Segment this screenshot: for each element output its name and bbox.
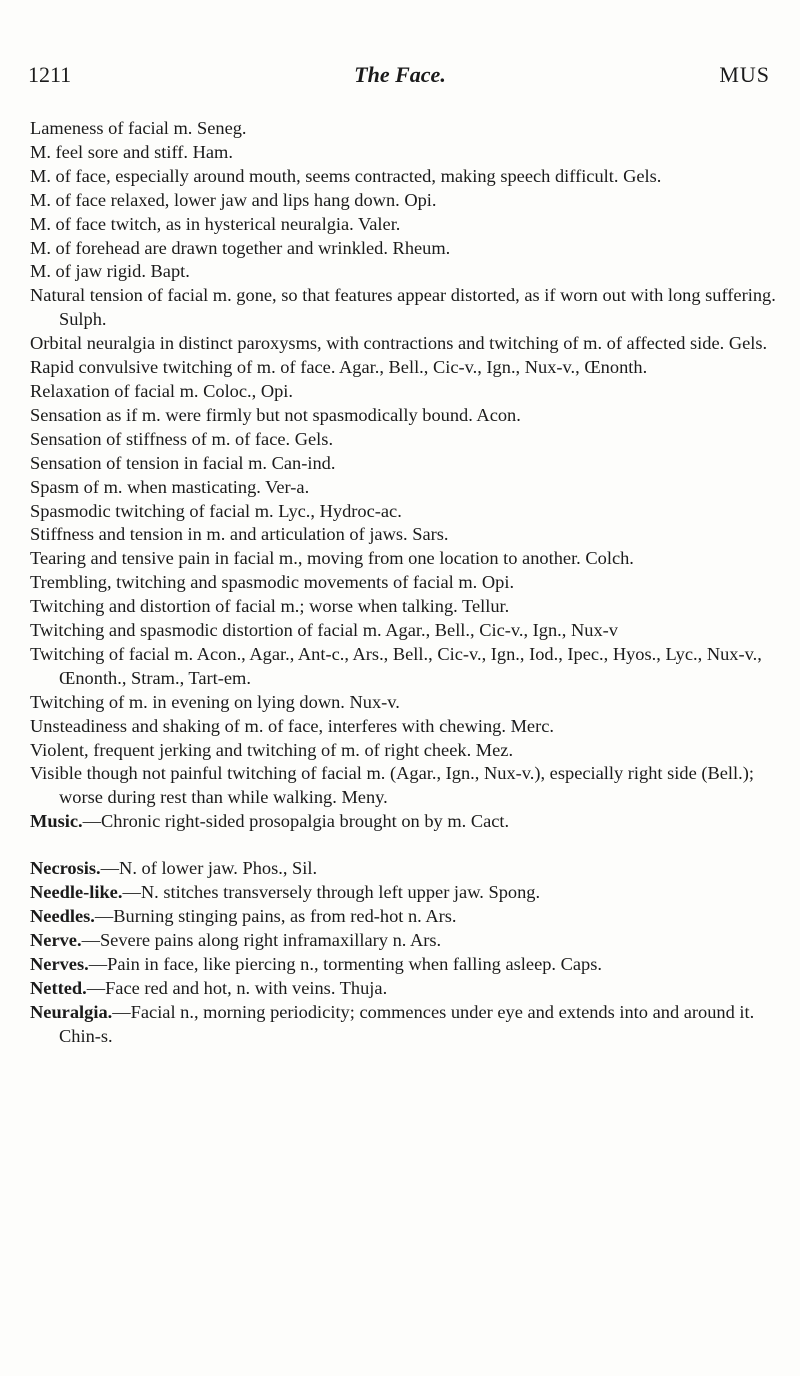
rubric-entry xyxy=(30,1001,792,1049)
running-header xyxy=(0,62,800,92)
rubric-text: —Chronic right-sided prosopalgia brought on by m. Cact. xyxy=(82,811,510,832)
running-title: The Face. xyxy=(354,62,446,87)
rubric-text: Twitching and spasmodic distortion of facial m. Agar., Bell., Cic-v., Ign., Nux-v xyxy=(30,620,618,641)
rubric-text: —Severe pains along right inframaxillary n. Ars. xyxy=(81,929,442,950)
rubric-text: M. of forehead are drawn together and wrinkled. Rheum. xyxy=(30,237,451,258)
rubric-text: Stiffness and tension in m. and articulation of jaws. Sars. xyxy=(30,524,449,545)
rubric-text: Sensation of tension in facial m. Can-ind. xyxy=(30,452,336,473)
rubric-text: —Pain in face, like piercing n., tormenting when falling asleep. Caps. xyxy=(88,953,603,974)
rubric-entry xyxy=(30,260,792,284)
rubric-entry xyxy=(30,977,792,1001)
rubric-text: Trembling, twitching and spasmodic movements of facial m. Opi. xyxy=(30,572,515,593)
rubric-entry xyxy=(30,476,792,500)
rubric-entry xyxy=(30,213,792,237)
rubric-entry xyxy=(30,523,792,547)
rubric-heading: Needles. xyxy=(30,906,95,926)
rubric-text: Orbital neuralgia in distinct paroxysms, with contractions and twitching of m. of affected side. Gels. xyxy=(30,333,768,354)
entry-list xyxy=(30,117,792,1048)
rubric-entry xyxy=(30,332,792,356)
rubric-entry xyxy=(30,810,792,834)
rubric-text: —Facial n., morning periodicity; commences under eye and extends into and around it. Chin-s. xyxy=(59,1001,755,1046)
rubric-entry xyxy=(30,117,792,141)
rubric-entry xyxy=(30,762,792,810)
rubric-text: M. of jaw rigid. Bapt. xyxy=(30,261,190,282)
rubric-entry xyxy=(30,571,792,595)
rubric-entry xyxy=(30,929,792,953)
rubric-text: Twitching of facial m. Acon., Agar., Ant-c., Ars., Bell., Cic-v., Ign., Iod., Ipec., Hyos., Lyc., Nux-v., Œnonth., Stram., Tart-em. xyxy=(30,643,762,688)
rubric-text: Lameness of facial m. Seneg. xyxy=(30,118,247,138)
section-gap xyxy=(30,834,792,857)
rubric-text: —N. of lower jaw. Phos., Sil. xyxy=(100,858,318,879)
guide-word: MUS xyxy=(719,62,770,87)
rubric-text: Natural tension of facial m. gone, so that features appear distorted, as if worn out with long suffering. Sulph. xyxy=(30,285,776,330)
rubric-entry xyxy=(30,715,792,739)
rubric-heading: Needle-like. xyxy=(30,882,123,903)
rubric-entry xyxy=(30,237,792,261)
rubric-entry xyxy=(30,643,792,691)
rubric-heading: Music. xyxy=(30,811,83,832)
rubric-text: M. of face relaxed, lower jaw and lips hang down. Opi. xyxy=(30,189,437,210)
rubric-entry xyxy=(30,428,792,452)
rubric-entry xyxy=(30,953,792,977)
rubric-text: Violent, frequent jerking and twitching of m. of right cheek. Mez. xyxy=(30,739,514,760)
rubric-entry xyxy=(30,356,792,380)
rubric-text: —Face red and hot, n. with veins. Thuja. xyxy=(86,977,388,998)
rubric-heading: Nerve. xyxy=(30,929,82,950)
rubric-entry xyxy=(30,452,792,476)
rubric-text: M. of face twitch, as in hysterical neuralgia. Valer. xyxy=(30,213,401,234)
rubric-text: M. feel sore and stiff. Ham. xyxy=(30,141,233,162)
rubric-text: Relaxation of facial m. Coloc., Opi. xyxy=(30,380,294,401)
rubric-text: —Burning stinging pains, as from red-hot n. Ars. xyxy=(94,906,457,926)
rubric-entry xyxy=(30,739,792,763)
rubric-heading: Neuralgia. xyxy=(30,1001,113,1022)
rubric-heading: Netted. xyxy=(30,977,87,998)
rubric-entry xyxy=(30,619,792,643)
rubric-text: Twitching of m. in evening on lying down. Nux-v. xyxy=(30,691,400,712)
rubric-heading: Necrosis. xyxy=(30,858,101,879)
rubric-text: M. of face, especially around mouth, seems contracted, making speech difficult. Gels. xyxy=(30,165,662,186)
rubric-entry xyxy=(30,547,792,571)
rubric-entry xyxy=(30,905,792,929)
rubric-entry xyxy=(30,284,792,332)
rubric-text: Tearing and tensive pain in facial m., moving from one location to another. Colch. xyxy=(30,548,634,569)
rubric-heading: Nerves. xyxy=(30,953,89,974)
rubric-entry xyxy=(30,189,792,213)
rubric-text: Rapid convulsive twitching of m. of face. Agar., Bell., Cic-v., Ign., Nux-v., Œnonth. xyxy=(30,357,648,378)
rubric-entry xyxy=(30,881,792,905)
rubric-text: —N. stitches transversely through left upper jaw. Spong. xyxy=(122,882,541,903)
rubric-text: Spasm of m. when masticating. Ver-a. xyxy=(30,476,310,497)
rubric-text: Spasmodic twitching of facial m. Lyc., Hydroc-ac. xyxy=(30,500,402,521)
rubric-entry xyxy=(30,691,792,715)
rubric-text: Sensation as if m. were firmly but not spasmodically bound. Acon. xyxy=(30,404,521,425)
rubric-entry xyxy=(30,165,792,189)
rubric-entry xyxy=(30,404,792,428)
rubric-text: Unsteadiness and shaking of m. of face, interferes with chewing. Merc. xyxy=(30,715,554,736)
rubric-entry xyxy=(30,500,792,524)
page-number: 1211 xyxy=(28,62,72,87)
rubric-text: Twitching and distortion of facial m.; worse when talking. Tellur. xyxy=(30,596,510,617)
rubric-entry xyxy=(30,857,792,881)
rubric-entry xyxy=(30,141,792,165)
rubric-entry xyxy=(30,595,792,619)
rubric-text: Visible though not painful twitching of facial m. (Agar., Ign., Nux-v.), especially right side (Bell.); worse during rest than while walking. Meny. xyxy=(30,763,754,808)
rubric-text: Sensation of stiffness of m. of face. Gels. xyxy=(30,428,334,449)
rubric-entry xyxy=(30,380,792,404)
